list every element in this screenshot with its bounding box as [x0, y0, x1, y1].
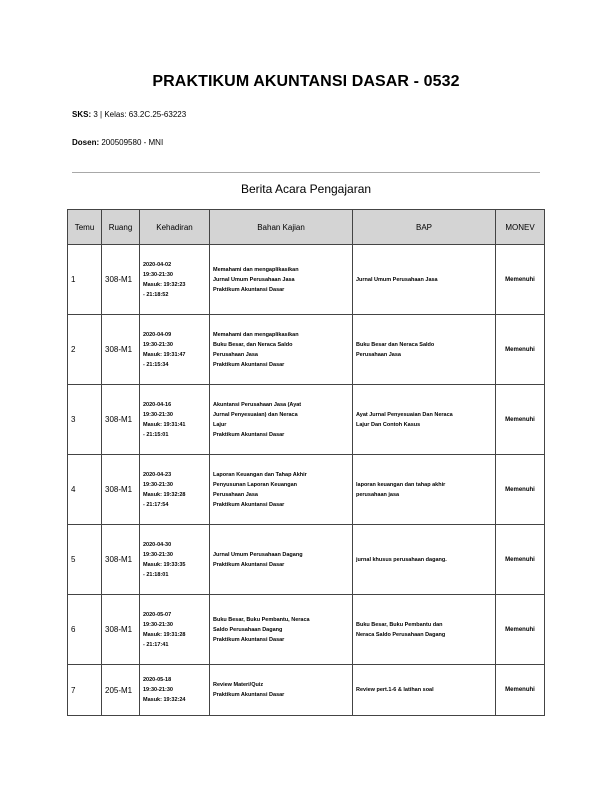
- cell-temu: 1: [68, 245, 102, 315]
- cell-ruang: 308-M1: [102, 525, 140, 595]
- cell-bap: [353, 455, 496, 525]
- section-title: Berita Acara Pengajaran: [240, 182, 372, 196]
- kehadiran-line: 2020-05-18: [143, 677, 172, 683]
- column-header-kehadiran: Kehadiran: [140, 210, 210, 245]
- cell-kehadiran: [140, 665, 210, 716]
- bap-line: jurnal khusus perusahaan dagang.: [356, 556, 447, 563]
- kehadiran-line: Masuk: 19:31:47: [143, 351, 186, 358]
- cell-kehadiran: [140, 455, 210, 525]
- cell-bap: [353, 385, 496, 455]
- bahan-line: Praktikum Akuntansi Dasar: [213, 501, 285, 508]
- cell-temu: 7: [68, 665, 102, 716]
- cell-monev: Memenuhi: [496, 385, 545, 455]
- table-row: [68, 595, 545, 665]
- kehadiran-line: - 21:17:54: [143, 501, 169, 508]
- cell-monev: Memenuhi: [496, 525, 545, 595]
- kehadiran-line: - 21:15:34: [143, 361, 169, 368]
- cell-monev: Memenuhi: [496, 245, 545, 315]
- bahan-line: Lajur: [213, 421, 227, 428]
- sks-line: [72, 110, 186, 119]
- kehadiran-line: Masuk: 19:31:28: [143, 631, 186, 638]
- dosen-label: Dosen:: [72, 138, 100, 147]
- cell-kehadiran: [140, 245, 210, 315]
- bap-line: laporan keuangan dan tahap akhir: [356, 481, 446, 488]
- cell-ruang: 308-M1: [102, 385, 140, 455]
- bap-line: Buku Besar, Buku Pembantu dan: [356, 621, 443, 628]
- kehadiran-line: Masuk: 19:32:23: [143, 281, 186, 288]
- kehadiran-line: 2020-04-16: [143, 401, 172, 408]
- cell-kehadiran: [140, 595, 210, 665]
- bap-line: Buku Besar dan Neraca Saldo: [356, 341, 435, 348]
- bahan-line: Laporan Keuangan dan Tahap Akhir: [213, 471, 307, 478]
- bahan-line: Perusahaan Jasa: [213, 491, 258, 498]
- cell-bap: [353, 315, 496, 385]
- kehadiran-line: Masuk: 19:31:41: [143, 421, 186, 428]
- bahan-line: Praktikum Akuntansi Dasar: [213, 286, 285, 293]
- bahan-line: Praktikum Akuntansi Dasar: [213, 636, 285, 643]
- cell-bahan-kajian: [210, 525, 353, 595]
- column-header-bahan-kajian: Bahan Kajian: [210, 210, 353, 245]
- bahan-line: Praktikum Akuntansi Dasar: [213, 431, 285, 438]
- table-row: [68, 525, 545, 595]
- bap-line: Lajur Dan Contoh Kasus: [356, 421, 421, 428]
- column-header-ruang: Ruang: [102, 210, 140, 245]
- kehadiran-line: 19:30-21:30: [143, 481, 173, 488]
- cell-temu: 2: [68, 315, 102, 385]
- cell-bap: [353, 245, 496, 315]
- cell-bahan-kajian: [210, 385, 353, 455]
- dosen-value: 200509580 - MNI: [101, 138, 164, 147]
- kehadiran-line: Masuk: 19:33:35: [143, 561, 186, 568]
- cell-kehadiran: [140, 315, 210, 385]
- column-header-monev: MONEV: [496, 210, 545, 245]
- dosen-line: [72, 138, 163, 147]
- cell-ruang: 308-M1: [102, 315, 140, 385]
- table-header-row: [68, 210, 545, 245]
- cell-temu: 6: [68, 595, 102, 665]
- kehadiran-line: - 21:15:01: [143, 431, 169, 438]
- bap-line: Review pert.1-6 & latihan soal: [356, 687, 434, 693]
- sks-value: 3 | Kelas: 63.2C.25-63223: [93, 110, 187, 119]
- divider: [72, 172, 540, 173]
- kehadiran-line: 2020-04-02: [143, 261, 172, 268]
- table-row: [68, 315, 545, 385]
- cell-ruang: 308-M1: [102, 245, 140, 315]
- bahan-line: Buku Besar, dan Neraca Saldo: [213, 341, 293, 348]
- cell-bahan-kajian: [210, 455, 353, 525]
- kehadiran-line: - 21:18:01: [143, 571, 169, 578]
- cell-ruang: 205-M1: [102, 665, 140, 716]
- bahan-line: Praktikum Akuntansi Dasar: [213, 692, 285, 698]
- kehadiran-line: 19:30-21:30: [143, 341, 173, 348]
- cell-kehadiran: [140, 385, 210, 455]
- kehadiran-line: Masuk: 19:32:28: [143, 491, 186, 498]
- bahan-line: Review Materi/Quiz: [213, 682, 264, 688]
- cell-bap: [353, 525, 496, 595]
- bahan-line: Akuntansi Perusahaan Jasa (Ayat: [213, 401, 302, 408]
- bap-line: Neraca Saldo Perusahaan Dagang: [356, 631, 446, 638]
- kehadiran-line: - 21:18:52: [143, 291, 169, 298]
- column-header-temu: Temu: [68, 210, 102, 245]
- table-row: [68, 385, 545, 455]
- table-row: [68, 245, 545, 315]
- cell-temu: 5: [68, 525, 102, 595]
- cell-bap: [353, 665, 496, 716]
- cell-bahan-kajian: [210, 315, 353, 385]
- bahan-line: Jurnal Umum Perusahaan Jasa: [213, 276, 295, 283]
- column-header-bap: BAP: [353, 210, 496, 245]
- kehadiran-line: 2020-05-07: [143, 611, 172, 618]
- cell-kehadiran: [140, 525, 210, 595]
- kehadiran-line: 2020-04-30: [143, 541, 172, 548]
- kehadiran-line: 19:30-21:30: [143, 687, 173, 693]
- bahan-line: Jurnal Umum Perusahaan Dagang: [213, 551, 303, 558]
- kehadiran-line: 19:30-21:30: [143, 411, 173, 418]
- cell-monev: Memenuhi: [496, 455, 545, 525]
- cell-bahan-kajian: [210, 245, 353, 315]
- cell-monev: Memenuhi: [496, 315, 545, 385]
- table-row: [68, 665, 545, 716]
- cell-bahan-kajian: [210, 665, 353, 716]
- sks-label: SKS:: [72, 110, 92, 119]
- kehadiran-line: 2020-04-09: [143, 331, 172, 338]
- bahan-line: Praktikum Akuntansi Dasar: [213, 561, 285, 568]
- page-title: PRAKTIKUM AKUNTANSI DASAR - 0532: [152, 73, 460, 90]
- kehadiran-line: - 21:17:41: [143, 641, 169, 648]
- bahan-line: Jurnal Penyesuaian) dan Neraca: [213, 411, 298, 418]
- bahan-line: Penyusunan Laporan Keuangan: [213, 481, 298, 488]
- kehadiran-line: 19:30-21:30: [143, 551, 173, 558]
- bahan-line: Perusahaan Jasa: [213, 351, 258, 358]
- kehadiran-line: Masuk: 19:32:24: [143, 697, 186, 703]
- cell-bahan-kajian: [210, 595, 353, 665]
- cell-temu: 3: [68, 385, 102, 455]
- bahan-line: Praktikum Akuntansi Dasar: [213, 361, 285, 368]
- kehadiran-line: 19:30-21:30: [143, 271, 173, 278]
- cell-ruang: 308-M1: [102, 455, 140, 525]
- bahan-line: Memahami dan mengaplikasikan: [213, 331, 299, 338]
- bap-line: perusahaan jasa: [356, 491, 400, 498]
- bap-line: Perusahaan Jasa: [356, 351, 401, 358]
- kehadiran-line: 19:30-21:30: [143, 621, 173, 628]
- cell-bap: [353, 595, 496, 665]
- cell-ruang: 308-M1: [102, 595, 140, 665]
- cell-monev: Memenuhi: [496, 665, 545, 716]
- table-row: [68, 455, 545, 525]
- bahan-line: Saldo Perusahaan Dagang: [213, 626, 283, 633]
- bap-line: Jurnal Umum Perusahaan Jasa: [356, 276, 438, 283]
- bahan-line: Buku Besar, Buku Pembantu, Neraca: [213, 616, 310, 623]
- kehadiran-line: 2020-04-23: [143, 471, 172, 478]
- attendance-table: [67, 209, 545, 716]
- bap-line: Ayat Jurnal Penyesuaian Dan Neraca: [356, 411, 453, 418]
- cell-monev: Memenuhi: [496, 595, 545, 665]
- cell-temu: 4: [68, 455, 102, 525]
- bahan-line: Memahami dan mengaplikasikan: [213, 266, 299, 273]
